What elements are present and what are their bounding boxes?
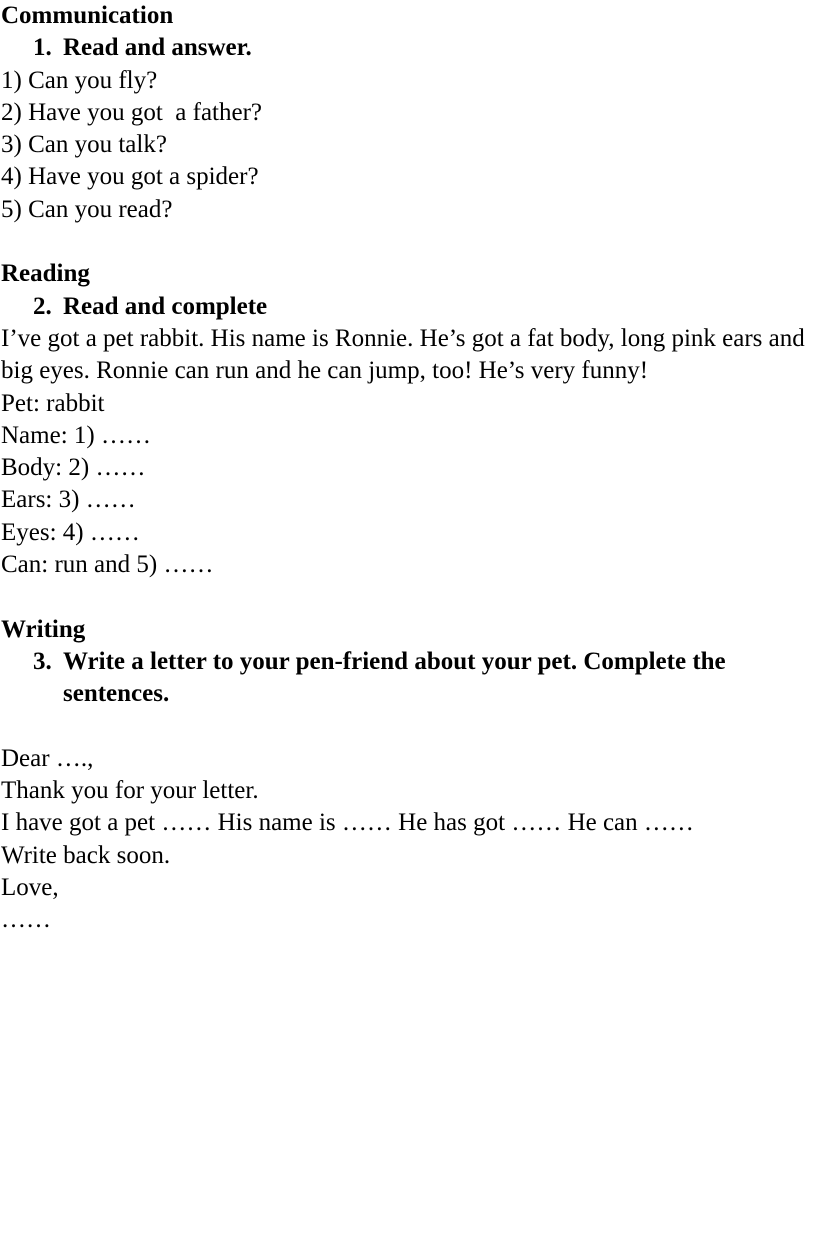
writing-section: [1, 614, 813, 937]
spacer: [1, 226, 813, 258]
reading-paragraph: I’ve got a pet rabbit. His name is Ronnie. He’s got a fat body, long pink ears and big eyes. Ronnie can run and he can jump, too! He’s very funny!: [1, 324, 805, 385]
communication-heading: Communication: [1, 2, 174, 29]
question-2: 2) Have you got a father?: [1, 98, 262, 126]
reading-heading: Reading: [1, 260, 90, 288]
letter-signoff: Love,: [1, 874, 59, 902]
field-name: Name: 1) ……: [1, 421, 151, 449]
letter-closing: Write back soon.: [1, 841, 171, 869]
task-2-instruction: [1, 291, 813, 323]
task-3-title: Write a letter to your pen-friend about your pet. Complete the sentences.: [63, 647, 726, 708]
task-3-instruction: [1, 646, 813, 711]
spacer: [1, 581, 813, 613]
question-4: 4) Have you got a spider?: [1, 163, 259, 191]
field-can: Can: run and 5) ……: [1, 551, 214, 579]
question-3: 3) Can you talk?: [1, 131, 167, 159]
reading-section: [1, 258, 813, 581]
writing-heading: Writing: [1, 615, 86, 643]
spacer: [1, 711, 813, 743]
question-5: 5) Can you read?: [1, 195, 173, 223]
task-1-number: 1.: [33, 34, 52, 62]
field-ears: Ears: 3) ……: [1, 486, 136, 514]
communication-section: [1, 0, 813, 226]
field-pet: Pet: rabbit: [1, 389, 105, 417]
task-1-title: Read and answer.: [63, 34, 252, 62]
letter-greeting: Dear ….,: [1, 744, 94, 772]
field-eyes: Eyes: 4) ……: [1, 518, 140, 546]
letter-signature: ……: [1, 906, 51, 934]
letter-body: I have got a pet …… His name is …… He has got …… He can ……: [1, 809, 694, 837]
field-body: Body: 2) ……: [1, 454, 146, 482]
task-2-number: 2.: [33, 292, 52, 320]
question-1: 1) Can you fly?: [1, 66, 158, 94]
task-3-number: 3.: [33, 647, 52, 675]
letter-thanks: Thank you for your letter.: [1, 777, 259, 805]
task-1-instruction: [1, 32, 813, 64]
task-2-title: Read and complete: [63, 292, 268, 320]
